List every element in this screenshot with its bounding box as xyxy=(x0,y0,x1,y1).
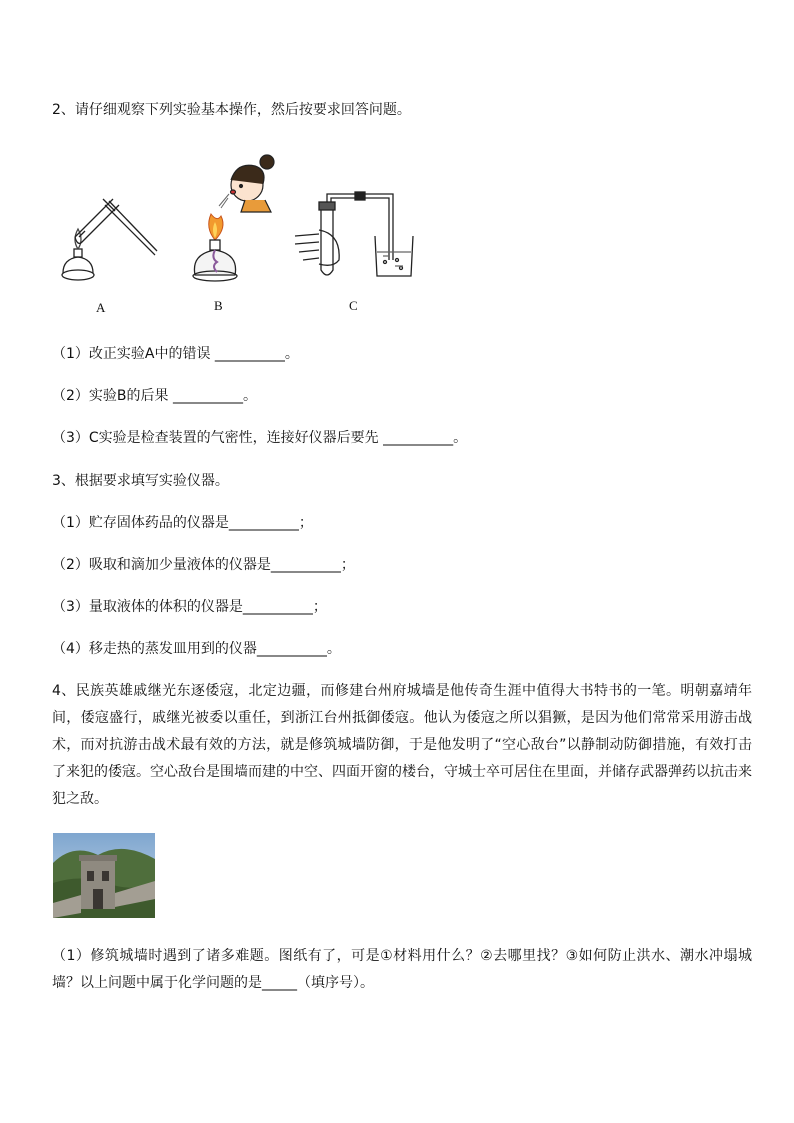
q3-sub4: （4）移走热的蒸发皿用到的仪器__________。 xyxy=(52,641,341,657)
figure-a-label: A xyxy=(96,300,106,315)
q4-sub1: （1）修筑城墙时遇到了诸多难题。图纸有了，可是①材料用什么？②去哪里找？③如何防止洪水、潮水冲塌城墙？以上问题中属于化学问题的是_____（填序号）。 xyxy=(52,948,752,991)
q3-sub3: （3）量取液体的体积的仪器是__________； xyxy=(52,599,327,615)
q2-title: 2、请仔细观察下列实验基本操作，然后按要求回答问题。 xyxy=(52,102,411,118)
q2-sub3: （3）C实验是检查装置的气密性，连接好仪器后要先 __________。 xyxy=(52,430,468,446)
q3-sub1: （1）贮存固体药品的仪器是__________； xyxy=(52,515,313,531)
figure-c-label: C xyxy=(349,298,358,313)
figure-b-blowing-lamp xyxy=(185,150,285,290)
q3-sub2: （2）吸取和滴加少量液体的仪器是__________； xyxy=(52,557,355,573)
figure-c-airtightness-check xyxy=(293,190,423,290)
figure-b-label: B xyxy=(214,298,223,313)
q3-title: 3、根据要求填写实验仪器。 xyxy=(52,473,229,489)
figure-a-test-tube-heating xyxy=(55,185,165,290)
q2-sub2: （2）实验B的后果 __________。 xyxy=(52,388,257,404)
great-wall-photo xyxy=(53,833,155,918)
q4-paragraph: 4、民族英雄戚继光东逐倭寇，北定边疆，而修建台州府城墙是他传奇生涯中值得大书特书的一笔。明朝嘉靖年间，倭寇盛行，戚继光被委以重任，到浙江台州抵御倭寇。他认为倭寇之所以猖獗，是因为他们常常采用游击战术，而对抗游击战术最有效的方法，就是修筑城墙防御，于是他发明了“空心敌台”以静制动防御措施，有效打击了来犯的倭寇。空心敌台是围墙而建的中空、四面开窗的楼台，守城士卒可居住在里面，并储存武器弹药以抗击来犯之敌。 xyxy=(52,683,752,807)
q2-sub1: （1）改正实验A中的错误 __________。 xyxy=(52,346,299,362)
